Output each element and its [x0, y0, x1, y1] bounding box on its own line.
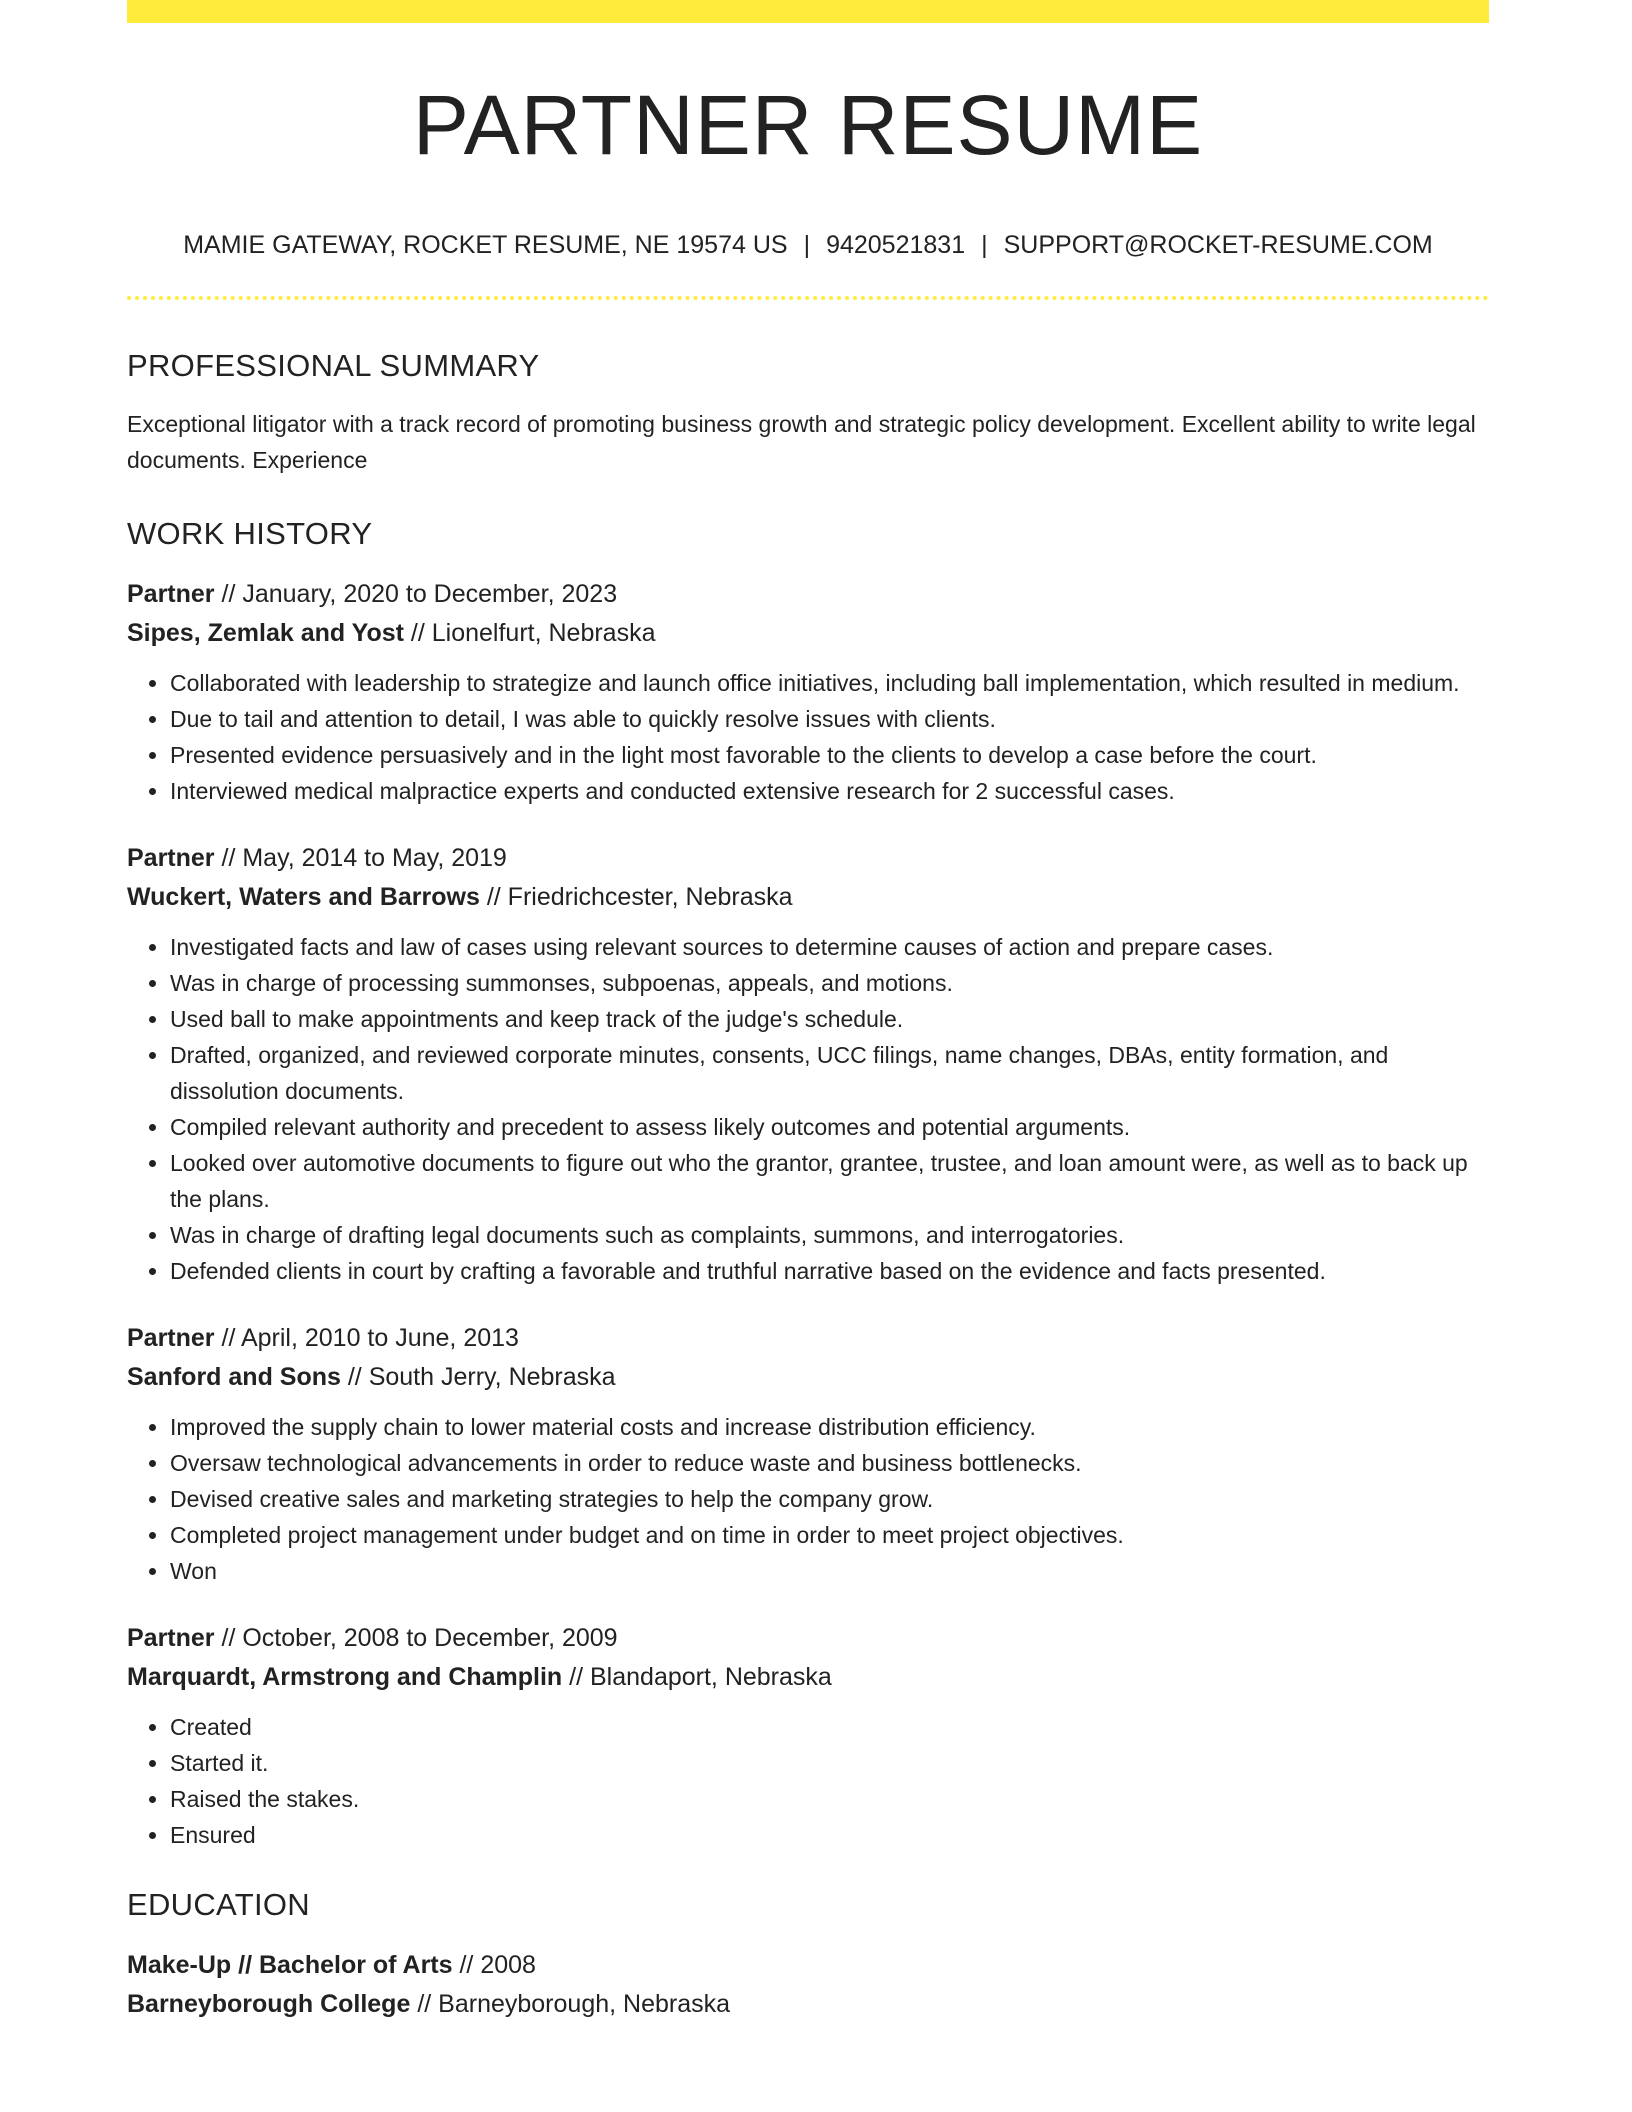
job-dates: // January, 2020 to December, 2023	[221, 580, 618, 608]
job-company: Sanford and Sons	[127, 1363, 341, 1391]
contact-separator: |	[803, 231, 811, 259]
list-item: • Interviewed medical malpractice experts and conducted extensive research for 2 successful cases.	[170, 773, 1489, 809]
page-title: PARTNER RESUME	[412, 78, 1204, 172]
summary-text: Exceptional litigator with a track record of promoting business growth and strategic policy development. Excellent ability to write legal documents. Experience	[127, 411, 1476, 473]
education-school: Barneyborough College	[127, 1990, 411, 2018]
job-title-line	[127, 1619, 1489, 1658]
education-location: // Barneyborough, Nebraska	[417, 1990, 731, 2018]
job-title-line	[127, 839, 1489, 878]
list-item: • Was in charge of processing summonses, subpoenas, appeals, and motions.	[170, 965, 1489, 1001]
job-title: Partner	[127, 1624, 215, 1652]
job-dates: // April, 2010 to June, 2013	[221, 1324, 519, 1352]
job-dates: // October, 2008 to December, 2009	[221, 1624, 618, 1652]
job-bullet-list	[127, 1709, 1489, 1853]
job-company-line	[127, 1658, 1489, 1697]
list-item: • Started it.	[170, 1745, 1489, 1781]
list-item: • Completed project management under budget and on time in order to meet project objectives.	[170, 1517, 1489, 1553]
education-entry	[127, 1946, 1489, 2024]
list-item: • Compiled relevant authority and precedent to assess likely outcomes and potential arguments.	[170, 1109, 1489, 1145]
job-title: Partner	[127, 844, 215, 872]
list-item: • Collaborated with leadership to strategize and launch office initiatives, including ball implementation, which resulted in medium.	[170, 665, 1489, 701]
job-entry	[127, 1319, 1489, 1589]
list-item: • Used ball to make appointments and keep track of the judge's schedule.	[170, 1001, 1489, 1037]
accent-top-bar	[127, 0, 1489, 23]
list-item: • Won	[170, 1553, 1489, 1589]
job-location: // South Jerry, Nebraska	[347, 1363, 616, 1391]
contact-email: SUPPORT@ROCKET-RESUME.COM	[1003, 231, 1433, 259]
job-entry	[127, 1619, 1489, 1853]
job-company-line	[127, 614, 1489, 653]
work-history-list	[127, 575, 1489, 1853]
contact-phone: 9420521831	[826, 231, 966, 259]
job-title-line	[127, 1319, 1489, 1358]
job-company-line	[127, 878, 1489, 917]
job-company: Wuckert, Waters and Barrows	[127, 883, 480, 911]
summary-heading: PROFESSIONAL SUMMARY	[127, 348, 540, 383]
dotted-divider	[127, 296, 1489, 300]
education-degree: Make-Up // Bachelor of Arts	[127, 1951, 453, 1979]
education-degree-line	[127, 1946, 1489, 1985]
list-item: • Improved the supply chain to lower material costs and increase distribution efficiency.	[170, 1409, 1489, 1445]
list-item: • Defended clients in court by crafting a favorable and truthful narrative based on the evidence and facts presented.	[170, 1253, 1489, 1289]
job-title: Partner	[127, 580, 215, 608]
list-item: • Due to tail and attention to detail, I was able to quickly resolve issues with clients.	[170, 701, 1489, 737]
contact-address: MAMIE GATEWAY, ROCKET RESUME, NE 19574 US	[183, 231, 788, 259]
job-company-line	[127, 1358, 1489, 1397]
education-school-line	[127, 1985, 1489, 2024]
job-company: Sipes, Zemlak and Yost	[127, 619, 404, 647]
job-entry	[127, 575, 1489, 809]
job-title: Partner	[127, 1324, 215, 1352]
list-item: • Devised creative sales and marketing strategies to help the company grow.	[170, 1481, 1489, 1517]
job-company: Marquardt, Armstrong and Champlin	[127, 1663, 563, 1691]
resume-page	[127, 0, 1489, 2024]
job-title-line	[127, 575, 1489, 614]
job-location: // Friedrichcester, Nebraska	[486, 883, 793, 911]
list-item: • Presented evidence persuasively and in the light most favorable to the clients to develop a case before the court.	[170, 737, 1489, 773]
contact-separator: |	[981, 231, 988, 259]
list-item: • Drafted, organized, and reviewed corporate minutes, consents, UCC filings, name changes, DBAs, entity formation, and dissolution documents.	[170, 1037, 1489, 1109]
list-item: • Ensured	[170, 1817, 1489, 1853]
job-dates: // May, 2014 to May, 2019	[221, 844, 507, 872]
education-list	[127, 1946, 1489, 2024]
list-item: • Oversaw technological advancements in order to reduce waste and business bottlenecks.	[170, 1445, 1489, 1481]
job-location: // Lionelfurt, Nebraska	[410, 619, 656, 647]
contact-line	[127, 233, 1489, 258]
job-bullet-list	[127, 1409, 1489, 1589]
job-location: // Blandaport, Nebraska	[569, 1663, 832, 1691]
list-item: • Raised the stakes.	[170, 1781, 1489, 1817]
job-bullet-list	[127, 929, 1489, 1289]
job-entry	[127, 839, 1489, 1289]
list-item: • Investigated facts and law of cases using relevant sources to determine causes of action and prepare cases.	[170, 929, 1489, 965]
list-item: • Created	[170, 1709, 1489, 1745]
work-history-heading: WORK HISTORY	[127, 516, 373, 551]
job-bullet-list	[127, 665, 1489, 809]
education-heading: EDUCATION	[127, 1887, 310, 1922]
list-item: • Was in charge of drafting legal documents such as complaints, summons, and interrogatories.	[170, 1217, 1489, 1253]
education-year: // 2008	[459, 1951, 536, 1979]
list-item: • Looked over automotive documents to figure out who the grantor, grantee, trustee, and loan amount were, as well as to back up the plans.	[170, 1145, 1489, 1217]
